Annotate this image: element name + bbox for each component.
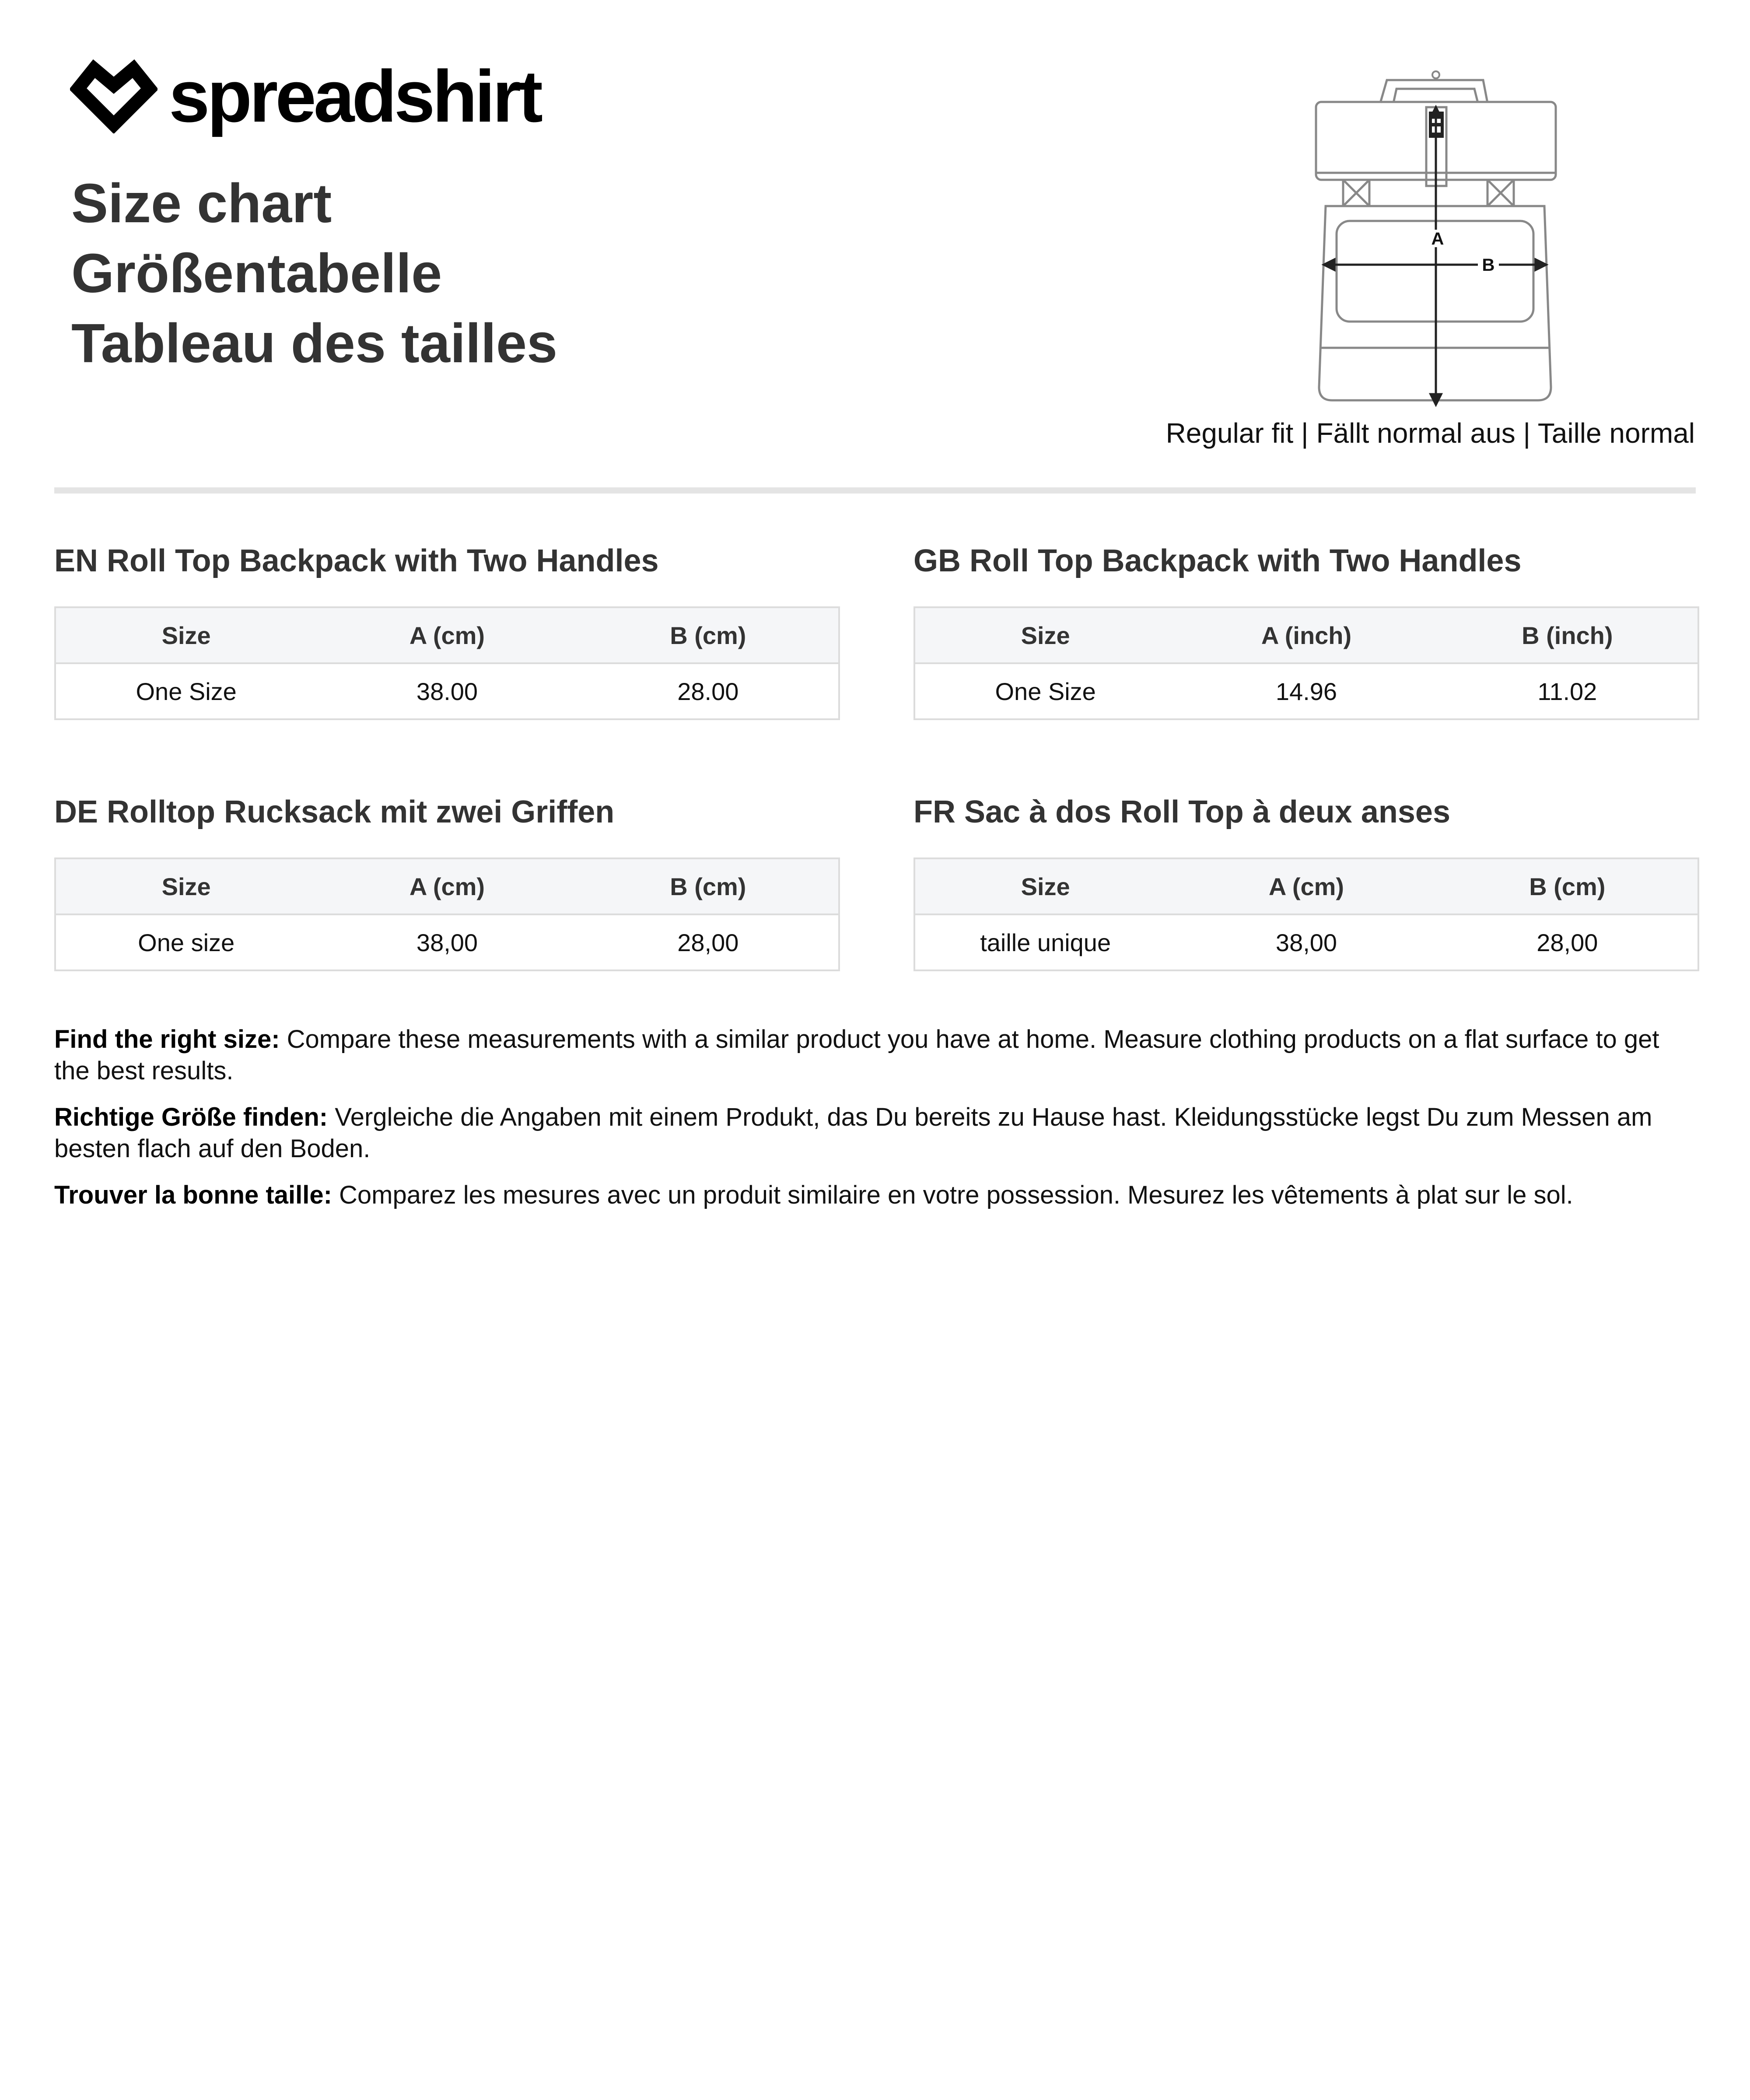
header-b: B (cm) <box>578 858 839 914</box>
section-title: DE Rolltop Rucksack mit zwei Griffen <box>54 794 615 830</box>
header-a: A (cm) <box>1176 858 1437 914</box>
header-a: A (cm) <box>316 607 578 663</box>
header-b: B (inch) <box>1437 607 1698 663</box>
cell-b: 28,00 <box>1437 914 1698 970</box>
backpack-measurement-icon <box>1295 63 1575 409</box>
cell-size: One Size <box>914 663 1176 719</box>
title-de: Größentabelle <box>71 242 442 304</box>
cell-size: One size <box>55 914 316 970</box>
title-en: Size chart <box>71 172 332 234</box>
table-header-row <box>914 858 1698 914</box>
note-text: Vergleiche die Angaben mit einem Produkt, das Du bereits zu Hause hast. Kleidungsstücke legst Du zum Messen am besten flach auf den Boden. <box>54 1103 1652 1163</box>
section-title: EN Roll Top Backpack with Two Handles <box>54 543 659 578</box>
header-size: Size <box>914 858 1176 914</box>
header-size: Size <box>55 858 316 914</box>
section-title: FR Sac à dos Roll Top à deux anses <box>914 794 1450 830</box>
header-b: B (cm) <box>1437 858 1698 914</box>
note-fr <box>54 1180 1699 1211</box>
label-a: A <box>1431 229 1444 248</box>
section-en <box>54 538 840 720</box>
cell-a: 38.00 <box>316 663 578 719</box>
cell-a: 38,00 <box>1176 914 1437 970</box>
note-label: Trouver la bonne taille: <box>54 1181 332 1209</box>
note-en <box>54 1024 1699 1087</box>
size-table <box>914 858 1699 971</box>
note-label: Find the right size: <box>54 1025 280 1054</box>
label-b: B <box>1482 256 1495 275</box>
section-title: GB Roll Top Backpack with Two Handles <box>914 543 1522 578</box>
table-row <box>914 914 1698 970</box>
divider <box>54 487 1696 494</box>
brand-name: spreadshirt <box>169 55 540 137</box>
fit-description: Regular fit | Fällt normal aus | Taille normal <box>1166 417 1695 449</box>
page-titles <box>71 168 557 378</box>
table-row <box>914 663 1698 719</box>
note-text: Compare these measurements with a similar product you have at home. Measure clothing products on a flat surface to get the best results. <box>54 1025 1659 1085</box>
note-text: Comparez les mesures avec un produit similaire en votre possession. Mesurez les vêtements à plat sur le sol. <box>332 1181 1573 1209</box>
measurement-notes <box>54 1024 1699 1226</box>
table-row <box>55 914 839 970</box>
table-row <box>55 663 839 719</box>
header-a: A (cm) <box>316 858 578 914</box>
cell-a: 14.96 <box>1176 663 1437 719</box>
cell-size: One Size <box>55 663 316 719</box>
section-fr <box>914 789 1699 971</box>
title-fr: Tableau des tailles <box>71 312 558 374</box>
section-gb <box>914 538 1699 720</box>
header-b: B (cm) <box>578 607 839 663</box>
cell-b: 28.00 <box>578 663 839 719</box>
note-label: Richtige Größe finden: <box>54 1103 328 1131</box>
table-header-row <box>55 858 839 914</box>
size-table <box>914 606 1699 720</box>
size-table <box>54 858 840 971</box>
size-table <box>54 606 840 720</box>
table-header-row <box>55 607 839 663</box>
cell-a: 38,00 <box>316 914 578 970</box>
header-size: Size <box>914 607 1176 663</box>
cell-b: 11.02 <box>1437 663 1698 719</box>
cell-size: taille unique <box>914 914 1176 970</box>
section-de <box>54 789 840 971</box>
heart-diamond-icon <box>70 59 158 133</box>
header-size: Size <box>55 607 316 663</box>
note-de <box>54 1102 1699 1165</box>
header-a: A (inch) <box>1176 607 1437 663</box>
cell-b: 28,00 <box>578 914 839 970</box>
brand-logo <box>70 57 540 136</box>
table-header-row <box>914 607 1698 663</box>
